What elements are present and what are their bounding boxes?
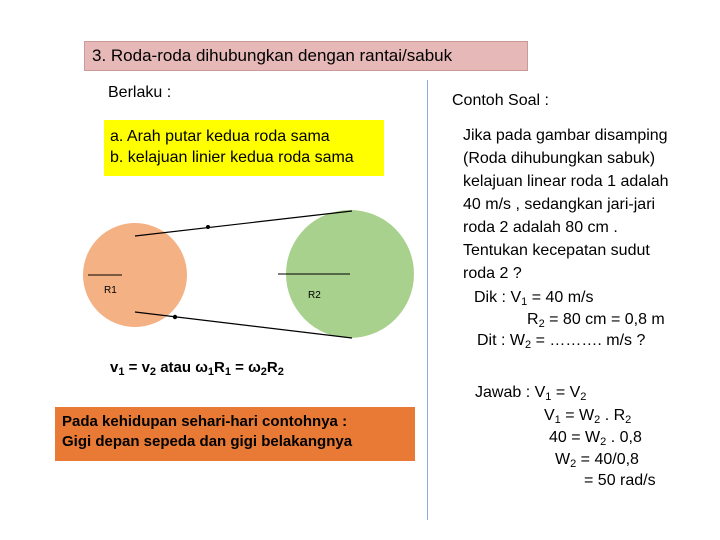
problem-line: kelajuan linear roda 1 adalah <box>463 173 669 190</box>
rule-a: a. Arah putar kedua roda sama <box>110 128 330 145</box>
dik-line-2: $R_2 = 80$ cm = 0,8 m <box>527 311 665 330</box>
column-divider <box>427 80 428 520</box>
jawab-line-5: = 50 rad/s <box>584 472 656 489</box>
rules-box <box>104 120 384 176</box>
example-line-1: Pada kehidupan sehari-hari contohnya : <box>62 413 348 430</box>
problem-line: (Roda dihubungkan sabuk) <box>463 150 656 167</box>
rule-b: b. kelajuan linier kedua roda sama <box>110 149 354 166</box>
problem-line: 40 m/s , sedangkan jari-jari <box>463 196 656 213</box>
belt-diagram <box>80 190 420 350</box>
jawab-line-4: $W_2 = 40/0,8$ <box>555 451 639 470</box>
dik-line-1: Dik : $V_1 = 40$ m/s <box>474 289 594 308</box>
r2-label: R2 <box>308 290 321 301</box>
dit-line: Dit : $W_2$ = ………. m/s ? <box>477 332 646 351</box>
slide-title: 3. Roda-roda dihubungkan dengan rantai/sabuk <box>84 41 528 71</box>
r1-label: R1 <box>104 285 117 296</box>
belt-top-dot <box>206 225 210 229</box>
problem-line: Tentukan kecepatan sudut <box>463 242 650 259</box>
berlaku-label: Berlaku : <box>108 84 172 101</box>
problem-line: Jika pada gambar disamping <box>463 127 668 144</box>
jawab-line-2: $V_1 = W_2$ . $R_2$ <box>544 407 632 426</box>
belt-bottom-dot <box>173 315 177 319</box>
jawab-line-3: $40 = W_2$ . 0,8 <box>549 429 642 448</box>
problem-line: roda 2 ? <box>463 265 522 282</box>
problem-text <box>463 124 713 285</box>
problem-line: roda 2 adalah 80 cm . <box>463 219 618 236</box>
example-line-2: Gigi depan sepeda dan gigi belakangnya <box>62 433 353 450</box>
jawab-line-1: Jawab : $V_1 = V_2$ <box>475 384 587 403</box>
example-box <box>55 407 415 461</box>
formula: $v_1 = v_2$ atau $\omega_1R_1 = \omega_2R_2$ <box>110 359 284 378</box>
contoh-soal-title: Contoh Soal : <box>452 92 549 109</box>
